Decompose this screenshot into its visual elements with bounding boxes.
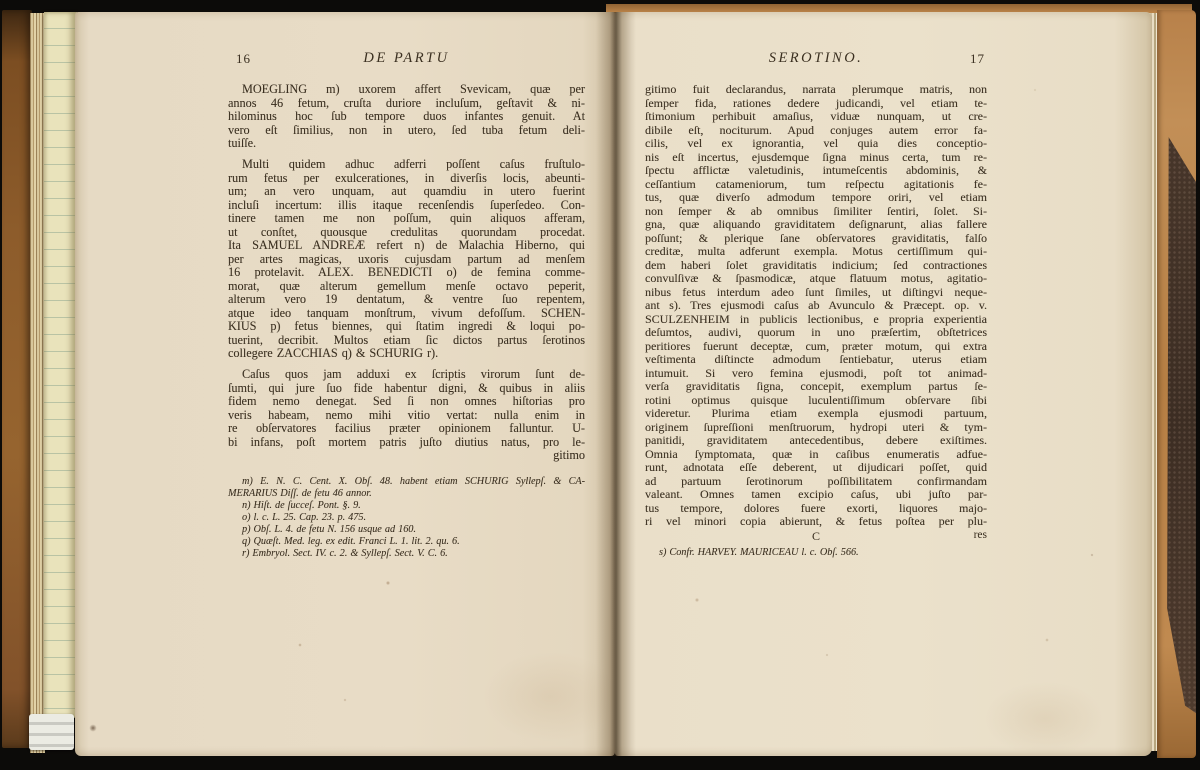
left-footnotes bbox=[228, 476, 585, 560]
text-line: alterum vero 19 dentatum, & ventre ſuo repentem, bbox=[228, 292, 585, 306]
text-line: ſumti, qui jure ſuo fide habentur digni, & quibus in aliis bbox=[228, 380, 585, 395]
text-line: tinere tamen me non poſſum, quin aliquos afferam, bbox=[228, 211, 585, 225]
left-text-block bbox=[228, 50, 585, 560]
text-line: dibile eſt, nociturum. Apud conjuges autem error fa- bbox=[645, 122, 987, 137]
text-line: ſpectu afflictæ valetudinis, intumeſcentis abdominis, & bbox=[645, 163, 987, 177]
text-line: per artes magicas, uxoris cujusdam partum ad menſem bbox=[228, 251, 585, 266]
text-line: veris habeam, nemo mihi vitio vertat: nulla enim in bbox=[228, 407, 585, 422]
left-header bbox=[228, 50, 585, 83]
right-body-text bbox=[645, 83, 987, 529]
signature-catchword-row bbox=[645, 529, 987, 543]
text-line: nis eſt incertus, ejusdemque ſigna minus certa, tum re- bbox=[645, 149, 987, 164]
left-page-edges bbox=[30, 13, 45, 753]
text-line: ri vel minori copia abierunt, & fetus poſtea per plu- bbox=[645, 514, 987, 528]
text-line: MERARIUS Diſſ. de fetu 46 annor. bbox=[228, 487, 372, 499]
text-line: atque ideo tanquam monſtrum, vivum defoſſum. SCHEN- bbox=[228, 305, 585, 320]
text-line: ad partuum ſerotinorum poſſibilitatem confirmandam bbox=[645, 473, 987, 488]
right-page bbox=[615, 12, 1152, 756]
text-line: s) Confr. HARVEY. MAURICEAU l. c. Obſ. 566. bbox=[659, 547, 859, 558]
running-title: SEROTINO. bbox=[768, 50, 864, 66]
text-line: creditæ, multa adferunt exempla. Motus certiſſimum qui- bbox=[645, 244, 987, 258]
text-line: ceſſantium catameniorum, tum reſpectu agitationis fe- bbox=[645, 176, 987, 191]
right-header bbox=[645, 50, 987, 83]
text-line: re obſervatores facilius præter opinionem falluntur. U- bbox=[228, 421, 585, 435]
text-line: annos 46 fetum, cruſta duriore incluſum, geſtavit & ni- bbox=[228, 95, 585, 110]
text-line: tus tempore, dolores fuere exorti, liquores majo- bbox=[645, 500, 987, 515]
text-line: r) Embryol. Sect. IV. c. 2. & Syllepſ. Sect. V. C. 6. bbox=[242, 547, 448, 559]
text-line: ant s). Tres ejusmodi caſus ab Avunculo & Præcept. op. v. bbox=[645, 298, 987, 312]
left-cover-edge bbox=[2, 10, 32, 748]
text-line: rotini optimus quisque luculentiſſimum obſervare ſibi bbox=[645, 392, 987, 407]
catchword: res bbox=[973, 528, 987, 541]
text-line: m) E. N. C. Cent. X. Obſ. 48. habent etiam SCHURIG Syllepſ. & CA- bbox=[242, 475, 585, 487]
text-line: n) Hiſt. de ſucceſ. Pont. §. 9. bbox=[242, 499, 361, 511]
text-line: ſemper fida, rationes dedere judicandi, vel etiam te- bbox=[645, 95, 987, 110]
text-line: tuiſſe. bbox=[228, 136, 257, 150]
left-body-text bbox=[228, 83, 585, 463]
text-line: MOEGLING m) uxorem affert Svevicam, quæ per bbox=[242, 82, 585, 96]
page-number: 16 bbox=[236, 51, 251, 66]
text-line: dem haberi ſolet graviditatis indicium; ſed contractiones bbox=[645, 257, 987, 272]
text-line: non ſemper & ab omnibus ſimiliter ſentiri, ſolet. Si- bbox=[645, 203, 987, 218]
text-line: incluſi incertum: illis itaque recenſendis ſuperſedeo. Con- bbox=[228, 197, 585, 212]
text-line: videretur. Plurima etiam exempla ejusmodi partuum, bbox=[645, 406, 987, 420]
signature-mark: C bbox=[811, 528, 821, 543]
right-cover bbox=[1157, 10, 1196, 758]
text-line: Ita SAMUEL ANDREÆ refert n) de Malachia Hiberno, qui bbox=[228, 238, 585, 252]
text-line: verſa graviditatis ſigna, concepit, exemplum partus ſe- bbox=[645, 379, 987, 393]
text-line: ut conſtet, quousque credulitas quorundam procedat. bbox=[228, 224, 585, 239]
text-line: rum fetus per exulcerationes, in diverſis locis, abeunti- bbox=[228, 170, 585, 185]
text-line: valeant. Omnes tamen excipio caſus, ubi juſto par- bbox=[645, 487, 987, 501]
text-line: Multi quidem adhuc adferri poſſent caſus fruſtulo- bbox=[242, 157, 585, 171]
text-line: o) l. c. L. 25. Cap. 23. p. 475. bbox=[242, 511, 366, 523]
text-line: convulſivæ & ſpasmodicæ, atque flatuum motus, agitatio- bbox=[645, 271, 987, 285]
text-line: Caſus quos jam adduxi ex ſcriptis virorum ſunt de- bbox=[242, 367, 585, 381]
text-line: SCULZENHEIM in publicis lectionibus, e propria experientia bbox=[645, 311, 987, 326]
text-line: tuerint, decribit. Multos etiam ſic dictos partus ſerotinos bbox=[228, 332, 585, 347]
text-line: ſtimonium perhibuit amaſius, viduæ nunquam, ut cre- bbox=[645, 109, 987, 123]
white-label-sticker bbox=[29, 714, 74, 750]
text-line: originem ſupreſſioni menſtruorum, hydropi uteri & tym- bbox=[645, 419, 987, 434]
right-cover-marbled-leather bbox=[1157, 10, 1196, 758]
text-line: hilominus hoc ſub tempore duos infantes genuit. At bbox=[228, 109, 585, 123]
text-line: KIUS p) fetus biennes, qui ſtatim ingredi & loqui po- bbox=[228, 319, 585, 333]
text-line: Omnia ſymptomata, quæ in caſibus enumeratis adfue- bbox=[645, 446, 987, 461]
text-line: q) Quæſt. Med. leg. ex edit. Franci L. 1. lit. 2. qu. 6. bbox=[242, 535, 460, 547]
text-line: p) Obſ. L. 4. de fetu N. 156 usque ad 160. bbox=[242, 523, 416, 535]
text-line: nibus fetus interdum adeo ſunt ſimiles, ut diſtingvi neque- bbox=[645, 284, 987, 299]
text-line: cilis, vel ex ignorantia, vel quia dies conceptio- bbox=[645, 136, 987, 150]
text-line: intumuit. Si vero femina ejusmodi, poſt tot animad- bbox=[645, 365, 987, 380]
text-line: fidem nemo denegat. Sed ſi non omnes hiſtorias pro bbox=[228, 394, 585, 408]
text-line: morat, quæ alterum gemellum menſe octavo peperit, bbox=[228, 278, 585, 293]
text-line: poſſunt; & plerique ſane obſervatores graviditatis, falſo bbox=[645, 230, 987, 245]
right-text-block bbox=[645, 50, 987, 559]
page-number: 17 bbox=[970, 51, 985, 66]
text-line: deſumtos, audivi, quorum in uno præſertim, obſtetrices bbox=[645, 325, 987, 339]
text-line: peritiores fuerunt deceptæ, cum, præter motum, qui extra bbox=[645, 338, 987, 353]
text-line: vero eſt ſimilius, non in utero, ſed tuba fetum deli- bbox=[228, 122, 585, 137]
running-title: DE PARTU bbox=[363, 50, 450, 66]
text-line: veſtimenta diſtincte admodum ſentiebatur, uterus etiam bbox=[645, 352, 987, 366]
text-line: gitimo fuit declarandus, narrata plerumque matris, non bbox=[645, 82, 987, 96]
left-page bbox=[75, 12, 615, 756]
text-line: gna, quæ aliquando graviditatem deſignarunt, alias fallere bbox=[645, 217, 987, 231]
lined-interleaf-page bbox=[44, 12, 77, 718]
text-line: runt, adnotata eſſe deberent, ut dijudicari poſſet, quid bbox=[645, 460, 987, 474]
text-line: gitimo bbox=[553, 448, 585, 462]
text-line: tus, quæ diverſo admodum tempore oriri, vel etiam bbox=[645, 190, 987, 204]
text-line: panitidi, graviditatem antecedentibus, debere exiſtimes. bbox=[645, 433, 987, 447]
text-line: bi infans, poſt mortem patris juſto diutius natus, pro le- bbox=[228, 434, 585, 449]
text-line: collegere ZACCHIAS q) & SCHURIG r). bbox=[228, 346, 439, 360]
right-footnote bbox=[645, 547, 987, 559]
text-line: um; an vero unquam, aut quamdiu in utero fuerint bbox=[228, 184, 585, 198]
text-line: 16 protelavit. ALEX. BENEDICTI o) de femina comme- bbox=[228, 265, 585, 279]
